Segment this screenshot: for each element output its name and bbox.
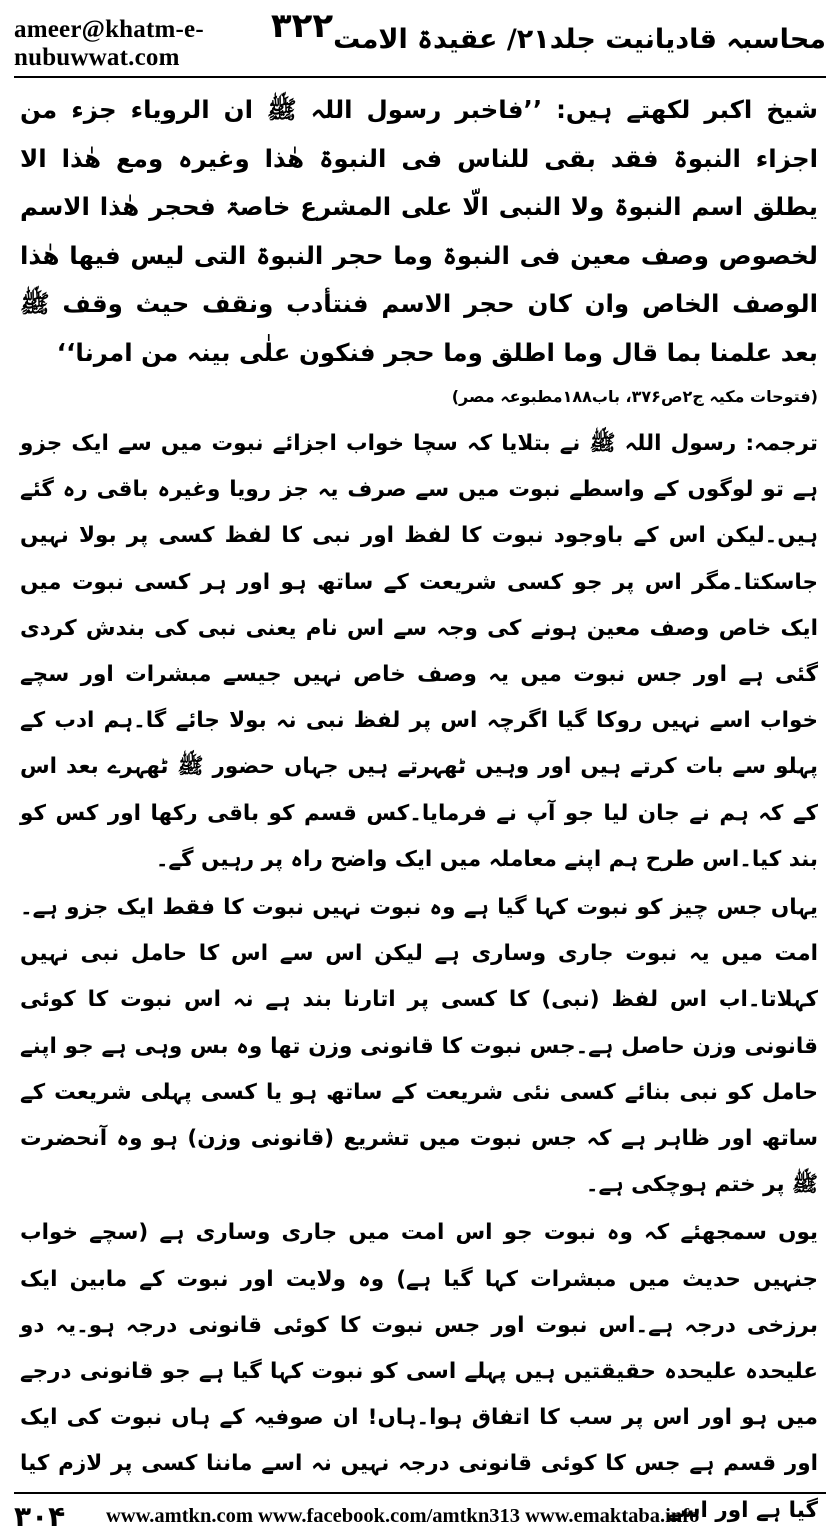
header-email: ameer@khatm-e-nubuwwat.com [14,16,204,71]
footer-divider [14,1492,826,1494]
arabic-quote: شیخ اکبر لکھتے ہیں: ’’فاخبر رسول اللہ ﷺ ان الرویاء جزء من اجزاء النبوۃ فقد بقی للناس فی النبوۃ ھٰذا وغیرہ ومع ھٰذا الا یطلق اسم النبوۃ ولا النبی الّا علی المشرع خاصۃ فحجر ھٰذا الاسم لخصوص وصف معین فی النبوۃ وما حجر النبوۃ التی لیس فیھا ھٰذا الوصف الخاص وان کان حجر الاسم فنتأدب ونقف حیث وقف ﷺ بعد علمنا بما قال وما اطلق وما حجر فنکون علٰی بینہ من امرنا‘‘ [20,95,818,367]
citation: (فتوحات مکیہ ج۲ص۳۷۶، باب۱۸۸مطبوعہ مصر) [451,387,818,406]
footer-links: www.amtkn.com www.facebook.com/amtkn313 www.emaktaba.info [106,1504,700,1527]
page-header [14,6,826,72]
page-footer [14,1498,826,1534]
translation-paragraph: ترجمہ: رسول اللہ ﷺ نے بتلایا کہ سچا خواب اجزائے نبوت میں سے ایک جزو ہے تو لوگوں کے واسطے نبوت میں سے صرف یہ جز رویا وغیرہ باقی رہ گئے ہیں۔لیکن اس کے باوجود نبوت کا لفظ اور نبی کا لفظ کسی پر بولا نہیں جاسکتا۔مگر اس پر جو کسی شریعت کے ساتھ ہو اور ہر کسی نبوت میں ایک خاص وصف معین ہونے کی وجہ سے اس نام یعنی نبی کی بندش کردی گئی ہے اور جس نبوت میں یہ وصف خاص نہیں جیسے مبشرات اور سچے خواب اسے نہیں روکا گیا اگرچہ اس پر لفظ نبی نہ بولا جائے گا۔ہم ادب کے پہلو سے بات کرتے ہیں اور وہیں ٹھہرتے ہیں جہاں حضور ﷺ ٹھہرے بعد اس کے کہ ہم نے جان لیا جو آپ نے فرمایا۔کس قسم کو باقی رکھا اور کس کو بند کیا۔اس طرح ہم اپنے معاملہ میں ایک واضح راہ پر رہیں گے۔ [20,431,818,872]
header-left [14,6,333,72]
commentary-paragraph: یہاں جس چیز کو نبوت کہا گیا ہے وہ نبوت نہیں نبوت کا فقط ایک جزو ہے۔امت میں یہ نبوت جاری وساری ہے لیکن اس سے اس کا حامل نبی نہیں کہلاتا۔اب اس لفظ (نبی) کا کسی پر اتارنا بند ہے نہ اس نبوت کا کوئی قانونی وزن حاصل ہے۔جس نبوت کا قانونی وزن تھا وہ بس وہی ہے جو اپنے حامل کو نبی بنائے کسی نئی شریعت کے ساتھ ہو یا کسی پہلی شریعت کے ساتھ اور ظاہر ہے کہ جس نبوت میں تشریع (قانونی وزن) ہو وہ آنحضرت ﷺ پر ختم ہوچکی ہے۔ [20,895,818,1198]
header-divider [14,76,826,78]
explanation-paragraph: یوں سمجھئے کہ وہ نبوت جو اس امت میں جاری وساری ہے (سچے خواب جنہیں حدیث میں مبشرات کہا گیا ہے) وہ ولایت اور نبوت کے مابین ایک برزخی درجہ ہے۔اس نبوت اور جس نبوت کا کوئی قانونی درجہ ہو۔یہ دو علیحدہ علیحدہ حقیقتیں ہیں پہلے اسی کو نبوت کہا گیا ہے جو قانونی درجے میں ہو اور اس پر سب کا اتفاق ہوا۔ہاں! ان صوفیہ کے ہاں نبوت کی ایک اور قسم ہے جس کا کوئی قانونی درجہ نہیں نہ اسے ماننا کسی پر لازم کیا گیا ہے اور اسے [20,1220,818,1523]
footer-page-number: ۳۰۴ [14,1499,66,1533]
header-title: محاسبہ قادیانیت جلد۲۱/ عقیدۃ الامت [333,23,826,55]
header-page-number: ۳۲۲ [270,6,334,46]
